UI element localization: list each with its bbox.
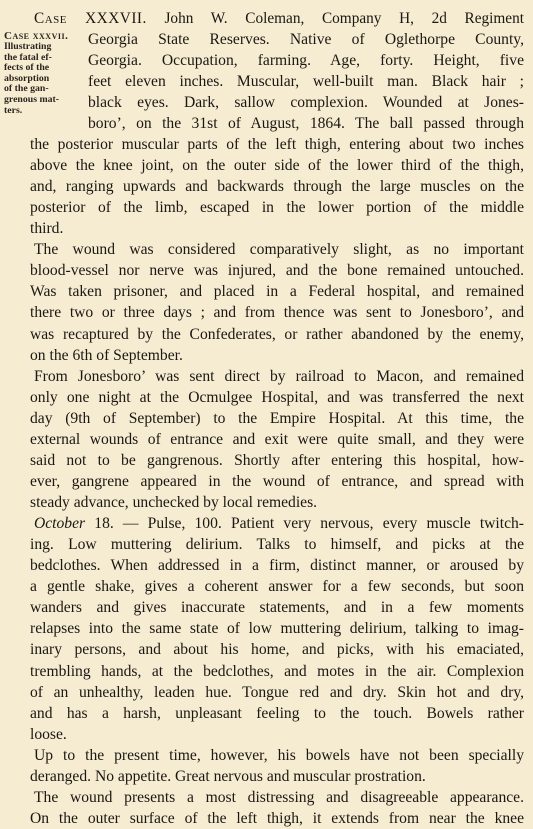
text-line: inary persons, and about his home, and picks, with his emaciated, <box>30 641 524 658</box>
text-line: Up to the present time, however, his bowels have not been specially <box>34 747 524 764</box>
side-note-line: of the gan- <box>4 83 49 95</box>
text-line: steady advance, unchecked by local remedies. <box>30 494 318 511</box>
text-line: there two or three days ; and from thence was sent to Jonesboro’, and <box>30 304 524 321</box>
side-note <box>4 30 84 116</box>
date-italic: October <box>34 515 86 532</box>
side-note-line: Illustrating <box>4 41 52 52</box>
side-note-line: absorption <box>4 72 50 84</box>
text-line: black eyes. Dark, sallow complexion. Wounded at Jones- <box>88 94 524 111</box>
text-line: said not to be gangrenous. Shortly after entering this hospital, how- <box>30 452 524 469</box>
text-line: relapses into the same state of low muttering delirium, talking to imag- <box>30 620 524 637</box>
text-line: October 18. — Pulse, 100. Patient very nervous, every muscle twitch- <box>34 515 524 532</box>
text-line: bedclothes. When addressed in a firm, distinct manner, or aroused by <box>30 557 524 574</box>
text-line: and has a harsh, unpleasant feeling to the touch. Bowels rather <box>30 705 524 722</box>
text-line: day (9th of September) to the Empire Hospital. At this time, the <box>30 410 524 427</box>
text-line: blood-vessel nor nerve was injured, and the bone remained untouched. <box>30 262 524 279</box>
text-line: trembling hands, at the bedclothes, and motes in the air. Complexion <box>30 663 524 680</box>
text-line: external wounds of entrance and exit were quite small, and they were <box>30 431 524 448</box>
text-line: The wound was considered comparatively slight, as no important <box>34 241 524 258</box>
text-line: above the knee joint, on the outer side of the lower third of the thigh, <box>30 157 524 174</box>
text-line: the posterior muscular parts of the left thigh, entering about two inches <box>30 136 524 153</box>
text-line: ing. Low muttering delirium. Talks to himself, and picks at the <box>30 536 524 553</box>
case-heading-text: John W. Coleman, Company H, 2d Regiment <box>164 10 525 27</box>
text-line: On the outer surface of the left thigh, it extends from near the knee <box>30 810 524 827</box>
text-line: a gentle shake, gives a coherent answer for a few seconds, but soon <box>30 578 524 595</box>
case-heading-line <box>34 8 524 29</box>
text-line: third. <box>30 220 64 237</box>
text-line: only one night at the Ocmulgee Hospital, and was transferred the next <box>30 389 524 406</box>
side-note-case: Case xxxvii. <box>4 30 69 42</box>
side-note-line: fects of the <box>4 62 50 74</box>
text-line: loose. <box>30 726 67 743</box>
text-line: was recaptured by the Confederates, or rather abandoned by the enemy, <box>30 326 524 343</box>
case-number: Case XXXVII. <box>34 10 147 27</box>
text-line: and, ranging upwards and backwards through the large muscles on the <box>30 178 524 195</box>
text-line: deranged. No appetite. Great nervous and muscular prostration. <box>30 768 426 785</box>
text-line: Georgia. Occupation, farming. Age, forty. Height, five <box>88 52 524 69</box>
text-line: wanders and gives inaccurate statements, and in a few moments <box>30 599 524 616</box>
text-line: The wound presents a most distressing and disagreeable appearance. <box>34 789 524 806</box>
text-line: From Jonesboro’ was sent direct by railroad to Macon, and remained <box>34 368 524 385</box>
text-line: Georgia State Reserves. Native of Oglethorpe County, <box>88 31 524 48</box>
text-line: of an unhealthy, leaden hue. Tongue red and dry. Skin hot and dry, <box>30 684 524 701</box>
text-line: ever, gangrene appeared in the wound of entrance, and spread with <box>30 473 524 490</box>
text-line: posterior of the limb, escaped in the lower portion of the middle <box>30 199 524 216</box>
side-note-line: grenous mat- <box>4 93 60 105</box>
side-note-line: the fatal ef- <box>4 51 52 63</box>
side-note-line: ters. <box>4 104 23 116</box>
text-line: Was taken prisoner, and placed in a Federal hospital, and remained <box>30 283 524 300</box>
text-line: feet eleven inches. Muscular, well-built man. Black hair ; <box>88 73 524 90</box>
text-line: boro’, on the 31st of August, 1864. The ball passed through <box>88 115 524 132</box>
text-line: on the 6th of September. <box>30 347 183 364</box>
